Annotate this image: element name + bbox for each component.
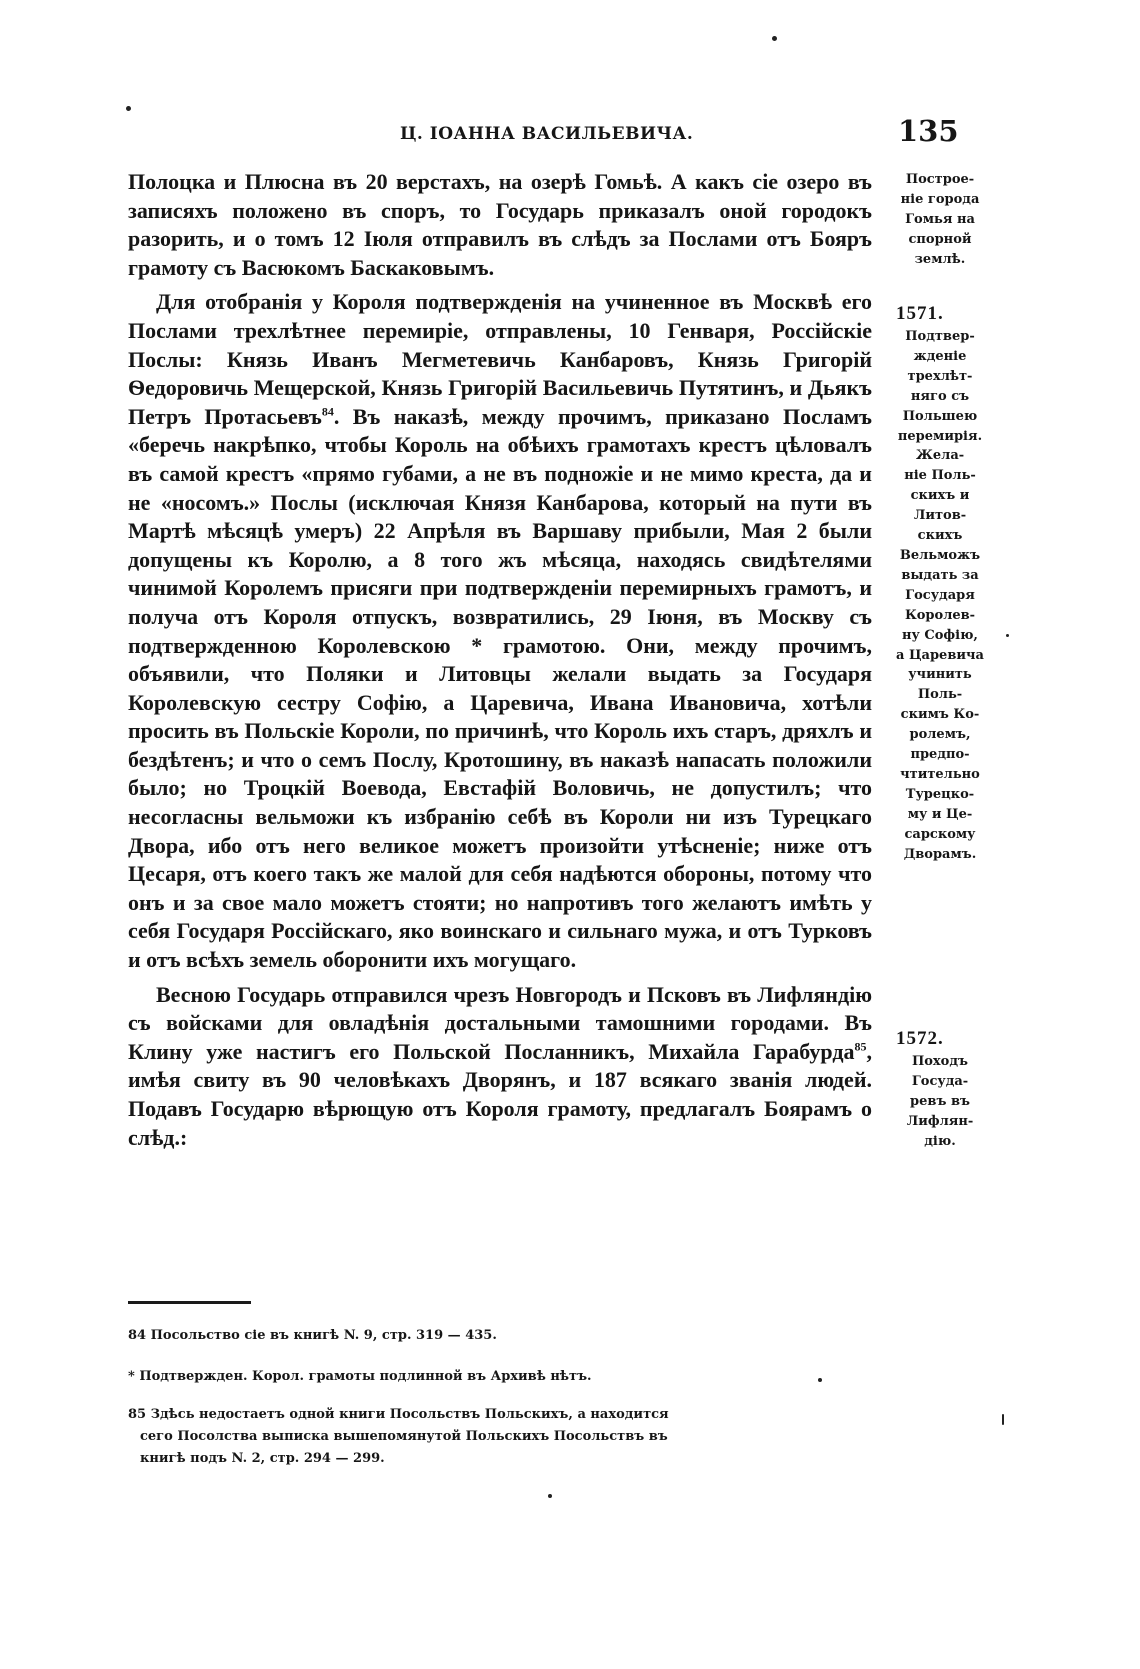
margin-note-gomya [884, 170, 996, 270]
scan-speck [126, 106, 131, 111]
footnote-85-line-2: сего Посолства выписка вышепомянутой Польскихъ Посольствъ въ [140, 1429, 668, 1444]
paragraph-3 [128, 981, 872, 1153]
margin-year-1571: 1571. [896, 303, 944, 324]
paragraph-3-text-b: , имѣя свиту въ 90 человѣкахъ Дворянъ, и 187 всякаго званія людей. Подавъ Государю вѣрющую отъ Короля грамоту, предлагалъ Боярамъ о слѣд.: [128, 1038, 872, 1150]
main-text [128, 168, 872, 1152]
running-title: Ц. ІОАННА ВАСИЛЬЕВИЧА. [400, 124, 694, 144]
paragraph-1: Полоцка и Плюсна въ 20 верстахъ, на озерѣ Гомьѣ. А какъ сіе озеро въ записяхъ положено въ споръ, то Государь приказалъ оной городокъ разорить, и о томъ 12 Іюля отправилъ въ слѣдъ за Послами отъ Бояръ грамоту съ Васюкомъ Баскаковымъ. [128, 169, 872, 280]
footnote-star: * Подтвержден. Корол. грамоты подлинной въ Архивѣ нѣтъ. [128, 1369, 592, 1384]
footnote-ref-84: 84 [321, 404, 334, 419]
footnote-rule [128, 1301, 251, 1304]
scan-speck [1006, 634, 1009, 637]
footnote-84: 84 Посольство сіе въ книгѣ N. 9, стр. 319 — 435. [128, 1328, 497, 1343]
scan-speck [1002, 1414, 1004, 1425]
footnote-85 [128, 1404, 888, 1470]
margin-note-gomya-text: Построе- ніе города Гомья на спорной землѣ. [900, 172, 980, 267]
scan-speck [548, 1494, 552, 1498]
footnote-85-line-3: книгѣ подъ N. 2, стр. 294 — 299. [140, 1451, 385, 1466]
paragraph-2 [128, 288, 872, 974]
margin-year-1572: 1572. [896, 1028, 944, 1049]
scan-speck [772, 36, 777, 41]
scan-speck [818, 1378, 822, 1382]
footnote-ref-85: 85 [854, 1039, 867, 1054]
footnote-85-line-1: 85 Здѣсь недостаетъ одной книги Посольствъ Польскихъ, а находится [128, 1407, 669, 1422]
margin-note-1571 [884, 300, 996, 864]
margin-note-1572-text: Походъ Госуда- ревъ въ Лифлян- дію. [906, 1054, 974, 1149]
paragraph-2-text-a: Для отобранія у Короля подтвержденія на учиненное въ Москвѣ его Послами трехлѣтнее перемиріе, отправлены, 10 Генваря, Россійскіе Послы: Князь Иванъ Мегметевичь Канбаровъ, Князь Григорій Ѳедоровичь Мещерской, Князь Григорій Васильевичь Путятинъ, и Дьякъ Петръ Протасьевъ [128, 289, 872, 429]
page-number: 135 [898, 114, 959, 148]
margin-note-1572 [884, 1025, 996, 1152]
paragraph-3-text-a: Весною Государь отправился чрезъ Новгородъ и Псковъ въ Лифляндію съ войсками для овладѣнія достальными тамошними городами. Въ Клину уже настигъ его Польской Посланникъ, Михайла Гарабурда [128, 981, 872, 1064]
margin-note-1571-text: Подтвер- жденіе трехлѣт- няго съ Польшею перемирія. Жела- ніе Поль- скихъ и Литов- скихъ Вельможъ выдать за Государя Королев- ну Софію, а Царевича учинить Поль- скимъ Ко- ролемъ, предпо- чтительно Турецко- му и Це- сарскому Дворамъ. [896, 329, 984, 862]
paragraph-2-text-b: . Въ наказѣ, между прочимъ, приказано Посламъ «беречь накрѣпко, чтобы Король на обѣихъ грамотахъ крестъ цѣловалъ въ самой крестъ «прямо губами, а не въ подножіе и не мимо креста, да и не «носомъ.» Послы (исключая Князя Канбарова, который на пути въ Мартѣ мѣсяцѣ умеръ) 22 Апрѣля въ Варшаву прибыли, Мая 2 были допущены къ Королю, а 8 того жъ мѣсяца, находясь свидѣтелями чинимой Королемъ присяги при подтвержденіи перемирныхъ грамотъ, и получа отъ Короля отпускъ, возвратились, 29 Іюня, въ Москву съ подтвержденною Королевскою * грамотою. Они, между прочимъ, объявили, что Поляки и Литовцы желали выдать за Государя Королевскую сестру Софію, а Царевича, Ивана Ивановича, хотѣли просить въ Польскіе Короли, по причинѣ, что Король ихъ старъ, дряхлъ и бездѣтенъ; и что о семъ Послу, Кротошину, въ наказѣ напасать положили было; но Троцкій Воевода, Евстафій Воловичь, не допустилъ; что несогласны вельможи къ избранію себѣ въ Короли ни изъ Турецкаго Двора, ибо отъ него великое можетъ произойти утѣсненіе; ниже отъ Цесаря, отъ коего такъ же малой для себя надѣются обороны, потому что онъ и за свое мало можетъ стояти; но напротивъ того желаютъ имѣть у себя Государя Россійскаго, яко воинскаго и сильнаго мужа, и отъ Турковъ и отъ всѣхъ земель оборонити ихъ могущаго. [128, 403, 873, 973]
